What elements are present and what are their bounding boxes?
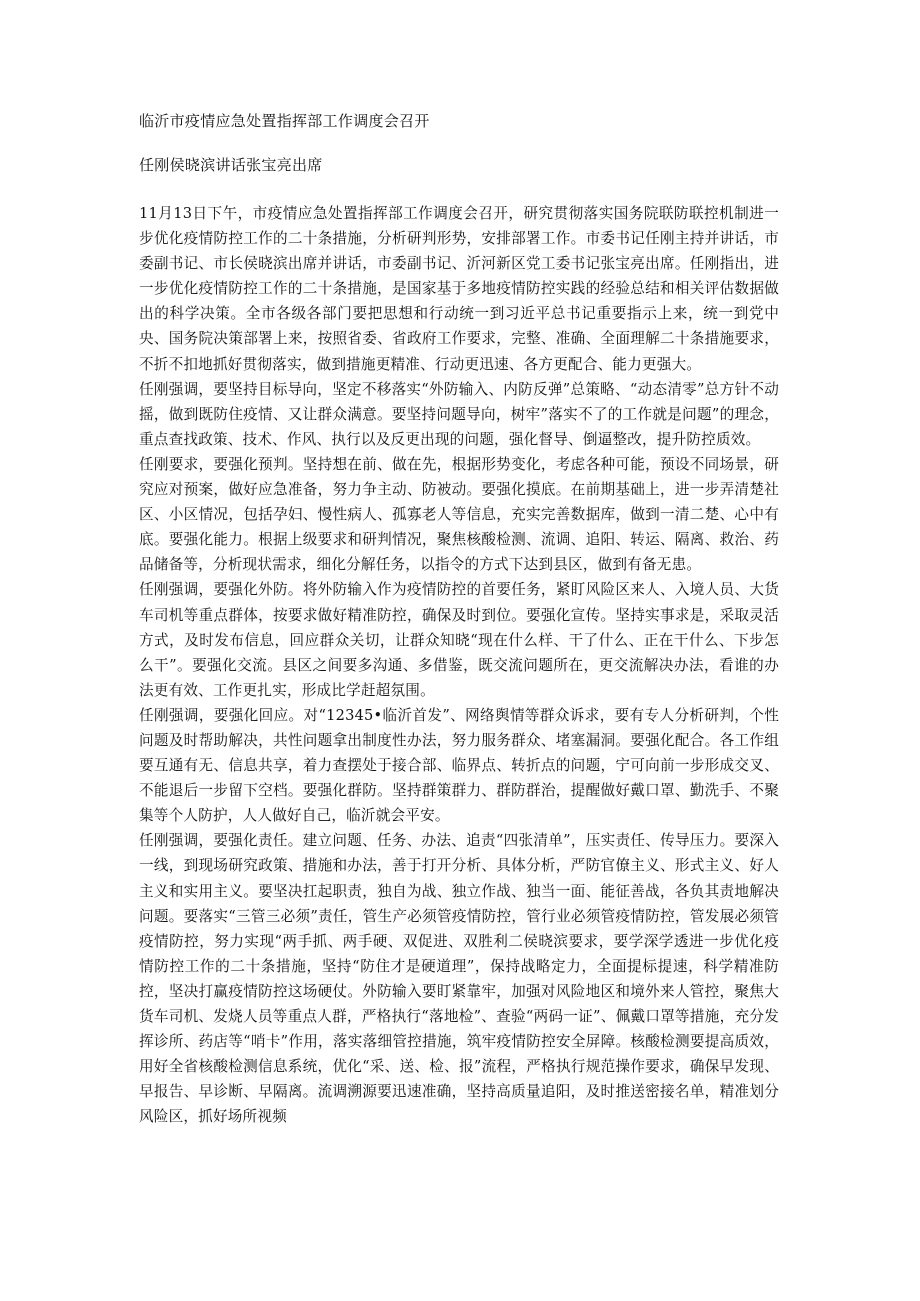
article-title: 临沂市疫情应急处置指挥部工作调度会召开 <box>139 112 430 130</box>
paragraph-1: 11月13日下午，市疫情应急处置指挥部工作调度会召开，研究贯彻落实国务院联防联控机制进一步优化疫情防控工作的二十条措施，分析研判形势，安排部署工作。市委书记任刚主持并讲话，市委副书记、市长侯晓滨出席并讲话，市委副书记、沂河新区党工委书记张宝亮出席。任刚指出，进一步优化疫情防控工作的二十条措施，是国家基于多地疫情防控实践的经验总结和相关评估数据做出的科学决策。全市各级各部门要把思想和行动统一到习近平总书记重要指示上来，统一到党中央、国务院决策部署上来，按照省委、省政府工作要求，完整、准确、全面理解二十条措施要求，不折不扣地抓好贯彻落实，做到措施更精准、行动更迅速、各方更配合、能力更强大。 <box>139 205 779 373</box>
paragraph-5: 任刚强调，要强化回应。对“12345•临沂首发”、网络舆情等群众诉求，要有专人分析研判，个性问题及时帮助解决，共性问题拿出制度性办法，努力服务群众、堵塞漏洞。要强化配合。各工作组要互通有无、信息共享，着力查摆处于接合部、临界点、转折点的问题，宁可向前一步形成交叉、不能退后一步留下空档。要强化群防。坚持群策群力、群防群治，提醒做好戴口罩、勤洗手、不聚集等个人防护，人人做好自己，临沂就会平安。 <box>139 706 779 825</box>
paragraph-4: 任刚强调，要强化外防。将外防输入作为疫情防控的首要任务，紧盯风险区来人、入境人员、大货车司机等重点群体，按要求做好精准防控，确保及时到位。要强化宣传。坚持实事求是，采取灵活方式，及时发布信息，回应群众关切，让群众知晓“现在什么样、干了什么、正在干什么、下步怎么干”。要强化交流。县区之间要多沟通、多借鉴，既交流问题所在，更交流解决办法，看谁的办法更有效、工作更扎实，形成比学赶超氛围。 <box>139 581 779 699</box>
document-body <box>139 110 779 1129</box>
article-subtitle: 任刚侯晓滨讲话张宝亮出席 <box>139 156 323 174</box>
paragraph-2: 任刚强调，要坚持目标导向，坚定不移落实“外防输入、内防反弹”总策略、“动态清零”总方针不动摇，做到既防住疫情、又让群众满意。要坚持问题导向，树牢”落实不了的工作就是问题”的理念，重点查找政策、技术、作风、执行以及反更出现的问题，强化督导、倒逼整改，提升防控质效。 <box>139 380 779 448</box>
paragraph-3: 任刚要求，要强化预判。坚持想在前、做在先，根据形势变化，考虑各种可能，预设不同场景，研究应对预案，做好应急准备，努力争主动、防被动。要强化摸底。在前期基础上，进一步弄清楚社区、小区情况，包括孕妇、慢性病人、孤寡老人等信息，充实完善数据库，做到一清二楚、心中有底。要强化能力。根据上级要求和研判情况，聚焦核酸检测、流调、追阳、转运、隔离、救治、药品储备等，分析现状需求，细化分解任务，以指令的方式下达到县区，做到有备无患。 <box>139 455 779 574</box>
paragraph-6: 任刚强调，要强化责任。建立问题、任务、办法、追责“四张清单”，压实责任、传导压力。要深入一线，到现场研究政策、措施和办法，善于打开分析、具体分析，严防官僚主义、形式主义、好人主义和实用主义。要坚决扛起职责，独自为战、独立作战、独当一面、能征善战，各负其责地解决问题。要落实“三管三必须”责任，管生产必须管疫情防控，管行业必须管疫情防控，管发展必须管疫情防控，努力实现“两手抓、两手硬、双促进、双胜利二侯晓滨要求，要学深学透进一步优化疫情防控工作的二十条措施，坚持“防住才是硬道理”，保持战略定力，全面提标提速，科学精准防控，坚决打赢疫情防控这场硬仗。外防输入要盯紧靠牢，加强对风险地区和境外来人管控，聚焦大货车司机、发烧人员等重点人群，严格执行“落地检”、查验“两码一证”、佩戴口罩等措施，充分发挥诊所、药店等“哨卡”作用，落实落细管控措施，筑牢疫情防控安全屏障。核酸检测要提高质效，用好全省核酸检测信息系统，优化“采、送、检、报”流程，严格执行规范操作要求，确保早发现、早报告、早诊断、早隔离。流调溯源要迅速准确，坚持高质量追阳，及时推送密接名单，精准划分风险区，抓好场所视频 <box>139 832 779 1126</box>
